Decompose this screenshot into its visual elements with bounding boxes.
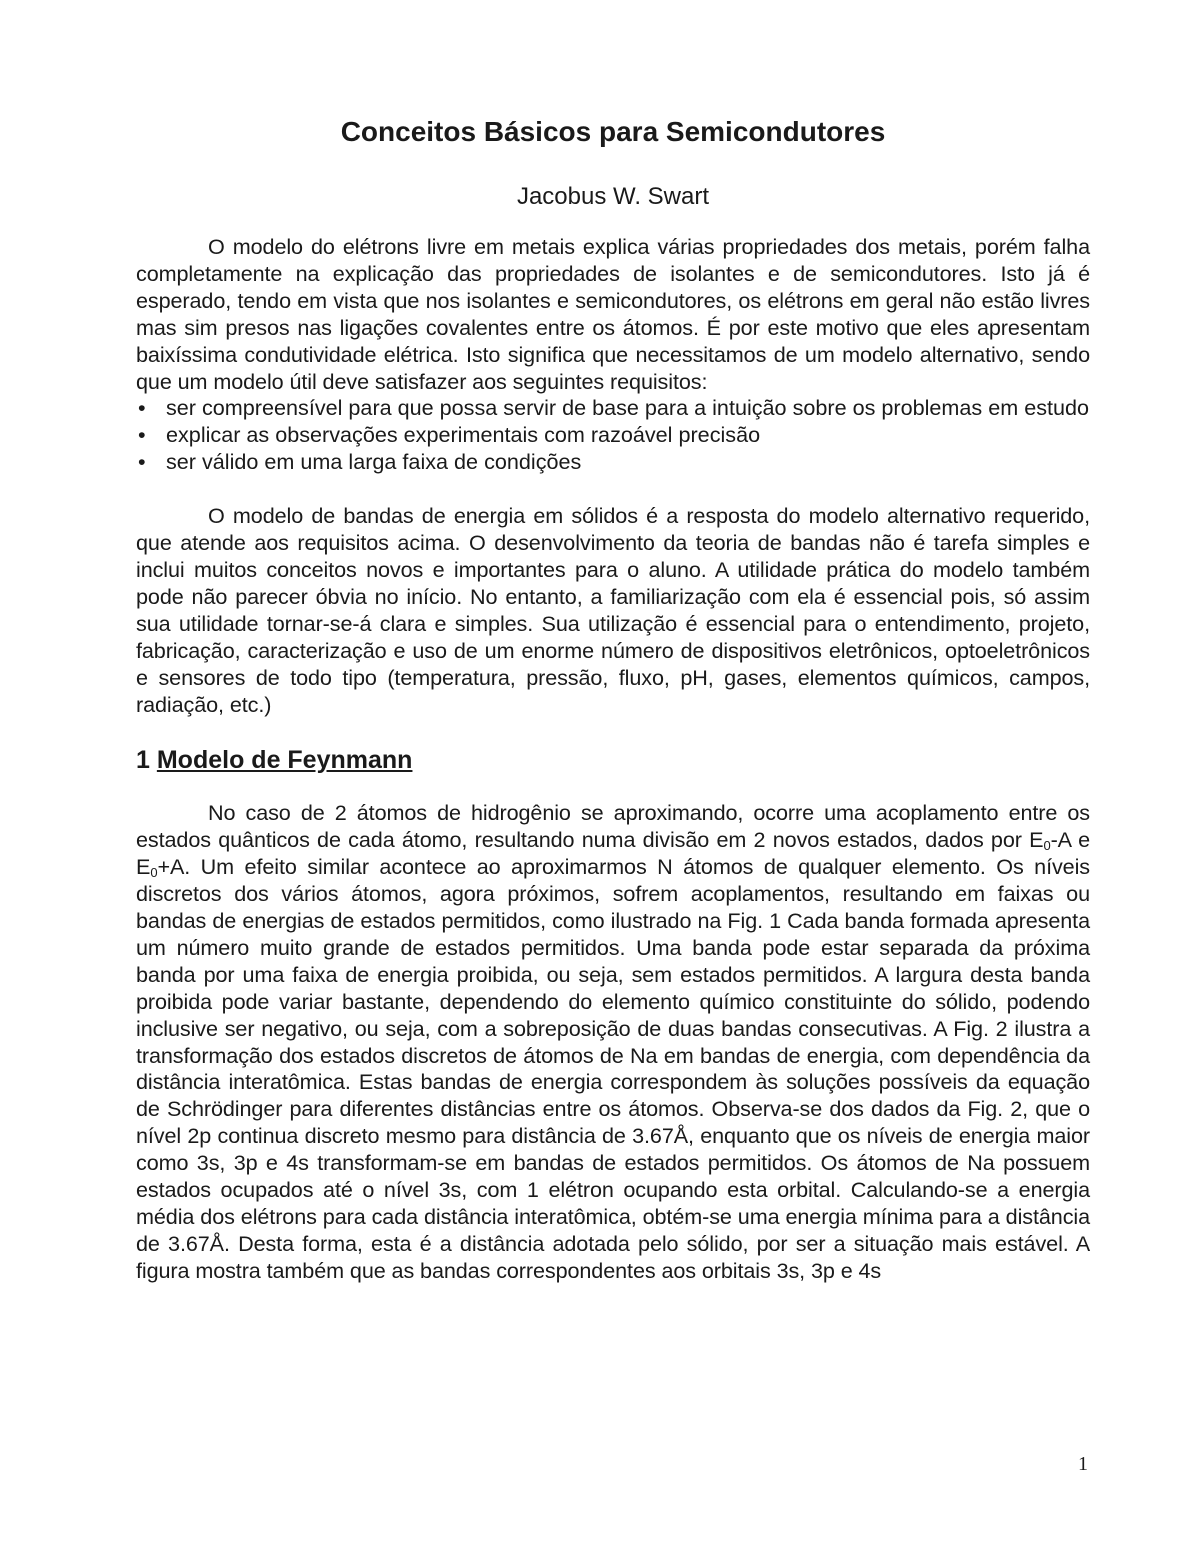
requirement-text: ser válido em uma larga faixa de condições xyxy=(166,449,582,475)
requirement-text: ser compreensível para que possa servir de base para a intuição sobre os problemas em estudo xyxy=(166,395,1090,421)
document-page xyxy=(136,112,1090,1285)
bullet-icon: • xyxy=(138,395,146,421)
document-title: Conceitos Básicos para Semicondutores xyxy=(340,116,886,147)
intro-paragraph: O modelo do elétrons livre em metais explica várias propriedades dos metais, porém falha completamente na explicação das propriedades de isolantes e de semicondutores. Isto já é esperado, tendo em vista que nos isolantes e semicondutores, os elétrons em geral não estão livres mas sim presos nas ligações covalentes entre os átomos. É por este motivo que eles apresentam baixíssima condutividade elétrica. Isto significa que necessitamos de um modelo alternativo, sendo que um modelo útil deve satisfazer aos seguintes requisitos: xyxy=(136,234,1090,394)
list-item xyxy=(136,422,1090,449)
bands-model-paragraph: O modelo de bandas de energia em sólidos é a resposta do modelo alternativo requerido, que atende aos requisitos acima. O desenvolvimento da teoria de bandas não é tarefa simples e inclui muitos conceitos novos e importantes para o aluno. A utilidade prática do modelo também pode não parecer óbvia no início. No entanto, a familiarização com ela é essencial pois, só assim sua utilidade tornar-se-á clara e simples. Sua utilização é essencial para o entendimento, projeto, fabricação, caracterização e uso de um enorme número de dispositivos eletrônicos, optoeletrônicos e sensores de todo tipo (temperatura, pressão, fluxo, pH, gases, elementos químicos, campos, radiação, etc.) xyxy=(136,503,1090,717)
paragraph-text: +A. Um efeito similar acontece ao aproximarmos N átomos de qualquer elemento. Os níveis discretos dos vários átomos, agora próximos, sofrem acoplamentos, resultando em faixas ou bandas de energias de estados permitidos, como ilustrado na Fig. 1 Cada banda formada apresenta um número muito grande de estados permitidos. Uma banda pode estar separada da próxima banda por uma faixa de energia proibida, ou seja, sem estados permitidos. A largura desta banda proibida pode variar bastante, dependendo do elemento químico constituinte do sólido, podendo inclusive ser negativo, ou seja, com a sobreposição de duas bandas consecutivas. A Fig. 2 ilustra a transformação dos estados discretos de átomos de Na em bandas de energia, com dependência da distância interatômica. Estas bandas de energia correspondem às soluções possíveis da equação de Schrödinger para diferentes distâncias entre os átomos. Observa-se dos dados da Fig. 2, que o nível 2p continua discreto mesmo para distância de 3.67Å, enquanto que os níveis de energia maior como 3s, 3p e 4s transformam-se em bandas de estados permitidos. Os átomos de Na possuem estados ocupados até o nível 3s, com 1 elétron ocupando esta orbital. Calculando-se a energia média dos elétrons para cada distância interatômica, obtém-se uma energia mínima para a distância de 3.67Å. Desta forma, esta é a distância adotada pelo sólido, por ser a situação mais estável. A figura mostra também que as bandas correspondentes aos orbitais 3s, 3p e 4s xyxy=(136,854,1090,1283)
section-title: Modelo de Feynmann xyxy=(156,746,413,775)
author-name: Jacobus W. Swart xyxy=(516,183,710,210)
page-number: 1 xyxy=(1078,1453,1088,1475)
section-heading xyxy=(136,742,1090,778)
bullet-icon: • xyxy=(138,422,146,448)
feynmann-paragraph xyxy=(136,800,1090,1284)
paragraph-text: No caso de 2 átomos de hidrogênio se aproximando, ocorre uma acoplamento entre os estados quânticos de cada átomo, resultando numa divisão em 2 novos estados, dados por E xyxy=(136,800,1090,853)
paragraph-text: -A e E xyxy=(136,827,1091,880)
section-number: 1 xyxy=(136,746,150,775)
subscript: 0 xyxy=(1043,838,1051,854)
bullet-icon: • xyxy=(138,449,146,475)
list-item xyxy=(136,449,1090,476)
requirement-text: explicar as observações experimentais com razoável precisão xyxy=(166,422,761,448)
subscript: 0 xyxy=(150,865,158,881)
requirements-list xyxy=(136,395,1090,476)
list-item xyxy=(136,395,1090,422)
